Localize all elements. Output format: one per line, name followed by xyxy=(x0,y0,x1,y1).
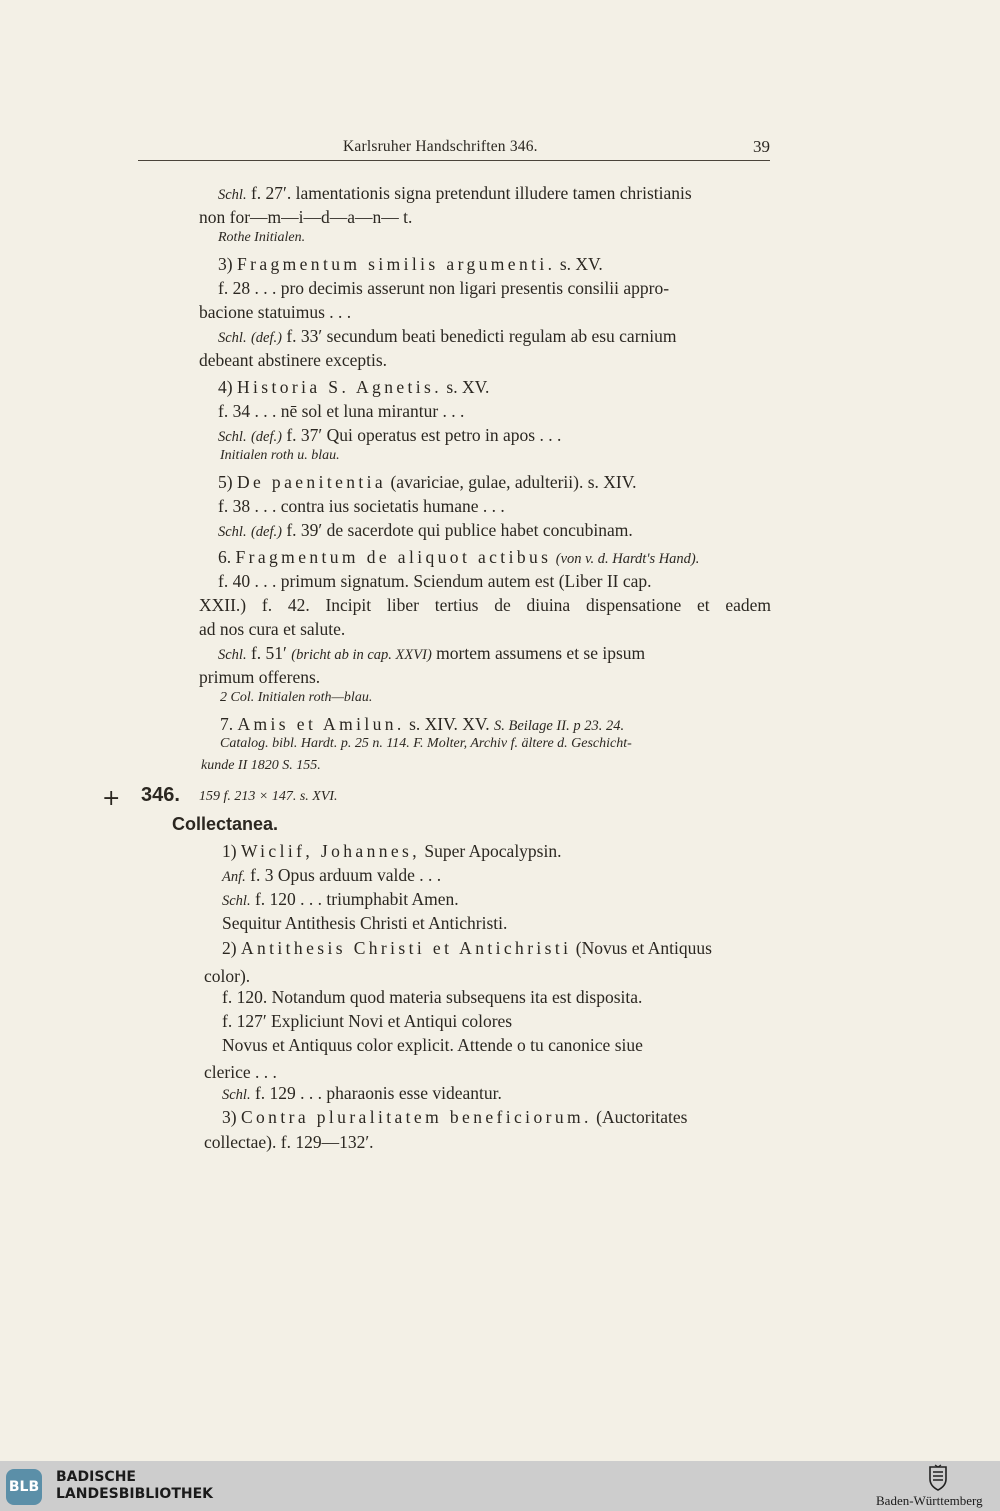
state-name: Baden-Württemberg xyxy=(876,1493,983,1508)
text-line: bacione statuimus . . . xyxy=(199,302,352,322)
text-line: Schl. f. 120 . . . triumphabit Amen. xyxy=(222,889,459,909)
text-line: ad nos cura et salute. xyxy=(199,619,346,639)
plus-marker: + xyxy=(102,786,121,811)
text-line: collectae). f. 129—132′. xyxy=(204,1132,374,1152)
text-line: debeant abstinere exceptis. xyxy=(199,350,388,370)
note-line: Initialen roth u. blau. xyxy=(220,448,340,463)
library-name: BADISCHE LANDESBIBLIOTHEK xyxy=(56,1469,214,1502)
section-heading: 3) Fragmentum similis argumenti. s. XV. xyxy=(218,254,603,274)
page-number: 39 xyxy=(753,137,770,156)
blb-logo[interactable]: BLB xyxy=(6,1469,42,1505)
note-line: kunde II 1820 S. 155. xyxy=(201,758,321,773)
text-line: f. 127′ Expliciunt Novi et Antiqui colores xyxy=(222,1011,513,1031)
text-line: Sequitur Antithesis Christi et Antichristi. xyxy=(222,913,508,933)
entry-title: Collectanea. xyxy=(172,814,279,834)
note-line: Catalog. bibl. Hardt. p. 25 n. 114. F. Molter, Archiv f. ältere d. Geschicht- xyxy=(220,736,632,751)
section-heading: 3) Contra pluralitatem beneficiorum. (Auctoritates xyxy=(222,1107,688,1127)
text-line: f. 28 . . . pro decimis asserunt non ligari presentis consilii appro- xyxy=(218,278,670,298)
text-line: f. 34 . . . nē sol et luna mirantur . . . xyxy=(218,401,465,421)
text-line: Schl. f. 129 . . . pharaonis esse videantur. xyxy=(222,1083,502,1103)
text-line: f. 38 . . . contra ius societatis humane . . . xyxy=(218,496,505,516)
section-heading: 2) Antithesis Christi et Antichristi (Novus et Antiquus xyxy=(222,938,712,958)
section-heading: 6. Fragmentum de aliquot actibus (von v. d. Hardt's Hand). xyxy=(218,547,700,567)
text-line: Novus et Antiquus color explicit. Attende o tu canonice siue xyxy=(222,1035,643,1055)
note-line: 2 Col. Initialen roth—blau. xyxy=(220,690,373,705)
text-line: Schl. (def.) f. 37′ Qui operatus est petro in apos . . . xyxy=(218,425,562,445)
section-heading: 5) De paenitentia (avariciae, gulae, adulterii). s. XIV. xyxy=(218,472,637,492)
text-line: f. 40 . . . primum signatum. Sciendum autem est (Liber II cap. xyxy=(218,571,652,591)
text-line: clerice . . . xyxy=(204,1062,277,1082)
entry-meta: 159 f. 213 × 147. s. XVI. xyxy=(199,789,338,804)
text-line: Schl. f. 51′ (bricht ab in cap. XXVI) mortem assumens et se ipsum xyxy=(218,643,646,663)
text-line: Anf. f. 3 Opus arduum valde . . . xyxy=(222,865,442,885)
footer-bar xyxy=(0,1461,1000,1511)
section-heading: 7. Amis et Amilun. s. XIV. XV. S. Beilage II. p 23. 24. xyxy=(220,714,625,734)
text-line: XXII.) f. 42. Incipit liber tertius de diuina dispensatione et eadem xyxy=(199,595,771,615)
running-header xyxy=(138,136,770,161)
text-line: primum offerens. xyxy=(199,667,321,687)
text-line: Schl. f. 27′. lamentationis signa pretendunt illudere tamen christianis xyxy=(218,183,692,203)
note-line: Rothe Initialen. xyxy=(218,230,306,245)
section-heading: 1) Wiclif, Johannes, Super Apocalypsin. xyxy=(222,841,562,861)
text-line: f. 120. Notandum quod materia subsequens ita est disposita. xyxy=(222,987,643,1007)
text-line: Schl. (def.) f. 33′ secundum beati benedicti regulam ab esu carnium xyxy=(218,326,677,346)
text-line: Schl. (def.) f. 39′ de sacerdote qui publice habet concubinam. xyxy=(218,520,633,540)
section-heading: 4) Historia S. Agnetis. s. XV. xyxy=(218,377,490,397)
text-line: non for—m—i—d—a—n— t. xyxy=(199,207,413,227)
entry-number: 346. xyxy=(141,784,180,806)
text-line: color). xyxy=(204,966,251,986)
header-title: Karlsruher Handschriften 346. xyxy=(343,138,538,155)
state-crest-icon xyxy=(927,1464,949,1492)
